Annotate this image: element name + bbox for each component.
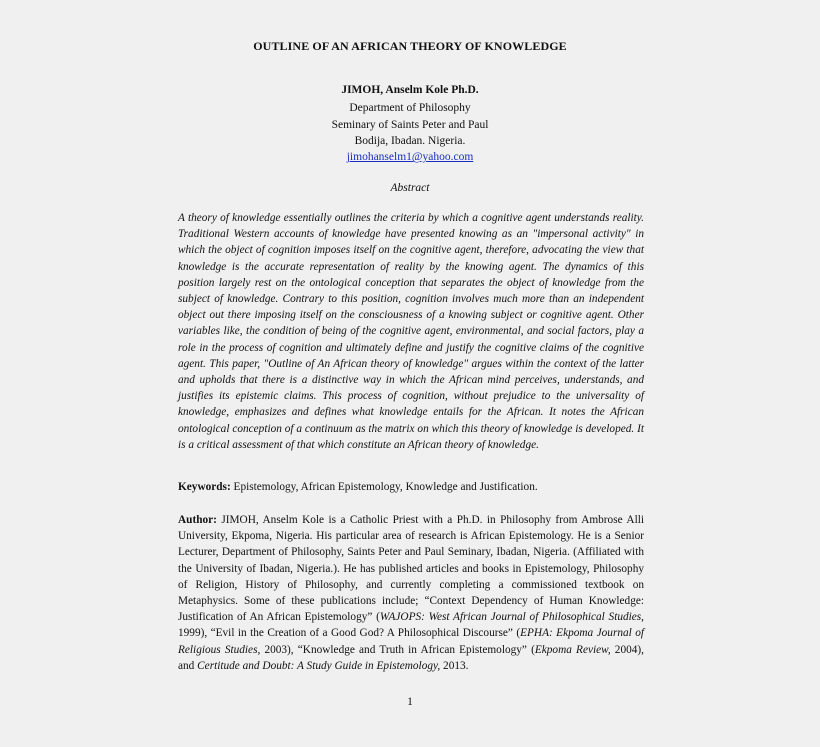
abstract-heading: Abstract bbox=[390, 182, 430, 194]
author-name: JIMOH, Anselm Kole Ph.D. bbox=[341, 84, 479, 96]
author-email-link[interactable]: jimohanselm1@yahoo.com bbox=[346, 151, 474, 164]
keywords-paragraph bbox=[178, 479, 644, 495]
bio-text-4: 2004), and bbox=[178, 643, 644, 672]
author-bio-label: Author: bbox=[178, 514, 217, 526]
bio-text-1: JIMOH, Anselm Kole is a Catholic Priest with a Ph.D. in Philosophy from Ambrose Alli University, Ekpoma, Nigeria. His particular area of research is African Epistemology. He is a Senior Lecturer, Department of Philosophy, Saints Peter and Paul Seminary, Ibadan, Nigeria. (Affiliated with the University of Ibadan, Nigeria.). He has published articles and books in Epistemology, Philosophy of Religion, History of Philosophy, and currently completing a commissioned textbook on Metaphysics. Some of these publications include; “Context Dependency of Human Knowledge: Justification of An African Epistemology” ( bbox=[178, 514, 644, 624]
bio-text-2: 1999), “Evil in the Creation of a Good God? A Philosophical Discourse” ( bbox=[178, 627, 521, 640]
author-block bbox=[0, 82, 820, 165]
bio-citation-2: EPHA: Ekpoma Journal of Religious Studies, bbox=[178, 627, 645, 656]
author-institution: Seminary of Saints Peter and Paul bbox=[331, 118, 489, 131]
paper-title: OUTLINE OF AN AFRICAN THEORY OF KNOWLEDGE bbox=[253, 39, 567, 53]
keywords-text: Epistemology, African Epistemology, Knowledge and Justification. bbox=[230, 481, 538, 493]
bio-text-5: 2013. bbox=[440, 659, 469, 672]
keywords-label: Keywords: bbox=[178, 481, 231, 493]
page-number: 1 bbox=[407, 696, 413, 708]
bio-citation-3: Ekpoma Review, bbox=[534, 643, 611, 656]
author-bio-paragraph bbox=[178, 512, 644, 674]
author-department: Department of Philosophy bbox=[349, 102, 471, 115]
bio-citation-4: Certitude and Doubt: A Study Guide in Epistemology, bbox=[197, 659, 441, 672]
bio-text-3: 2003), “Knowledge and Truth in African Epistemology” ( bbox=[260, 643, 535, 656]
bio-citation-1: WAJOPS: West African Journal of Philosophical Studies, bbox=[379, 611, 645, 624]
abstract-body: A theory of knowledge essentially outlines the criteria by which a cognitive agent understands reality. Traditional Western accounts of knowledge have presented knowing as an "impersonal activity" in which the object of cognition imposes itself on the cognitive agent, therefore, advocating the view that knowledge is the accurate representation of reality by the knowing agent. The dynamics of this position largely rest on the ontological conception that separates the object of knowledge from the subject of knowledge. Contrary to this position, cognition involves much more than an independent object out there imposing itself on the consciousness of a knowing subject or cognitive agent. Other variables like, the condition of being of the cognitive agent, environmental, and social factors, play a role in the process of cognition and ultimately define and justify the cognitive claims of the cognitive agent. This paper, "Outline of An African theory of knowledge" argues within the context of the latter and upholds that there is a distinctive way in which the African mind perceives, understands, and justifies its epistemic claims. This process of cognition, without prejudice to the universality of knowledge, emphasizes and defines what knowledge entails for the African. It notes the African ontological conception of a continuum as the matrix on which this theory of knowledge is developed. It is a critical assessment of that which constitute an African theory of knowledge. bbox=[178, 212, 644, 451]
author-location: Bodija, Ibadan. Nigeria. bbox=[354, 134, 466, 147]
